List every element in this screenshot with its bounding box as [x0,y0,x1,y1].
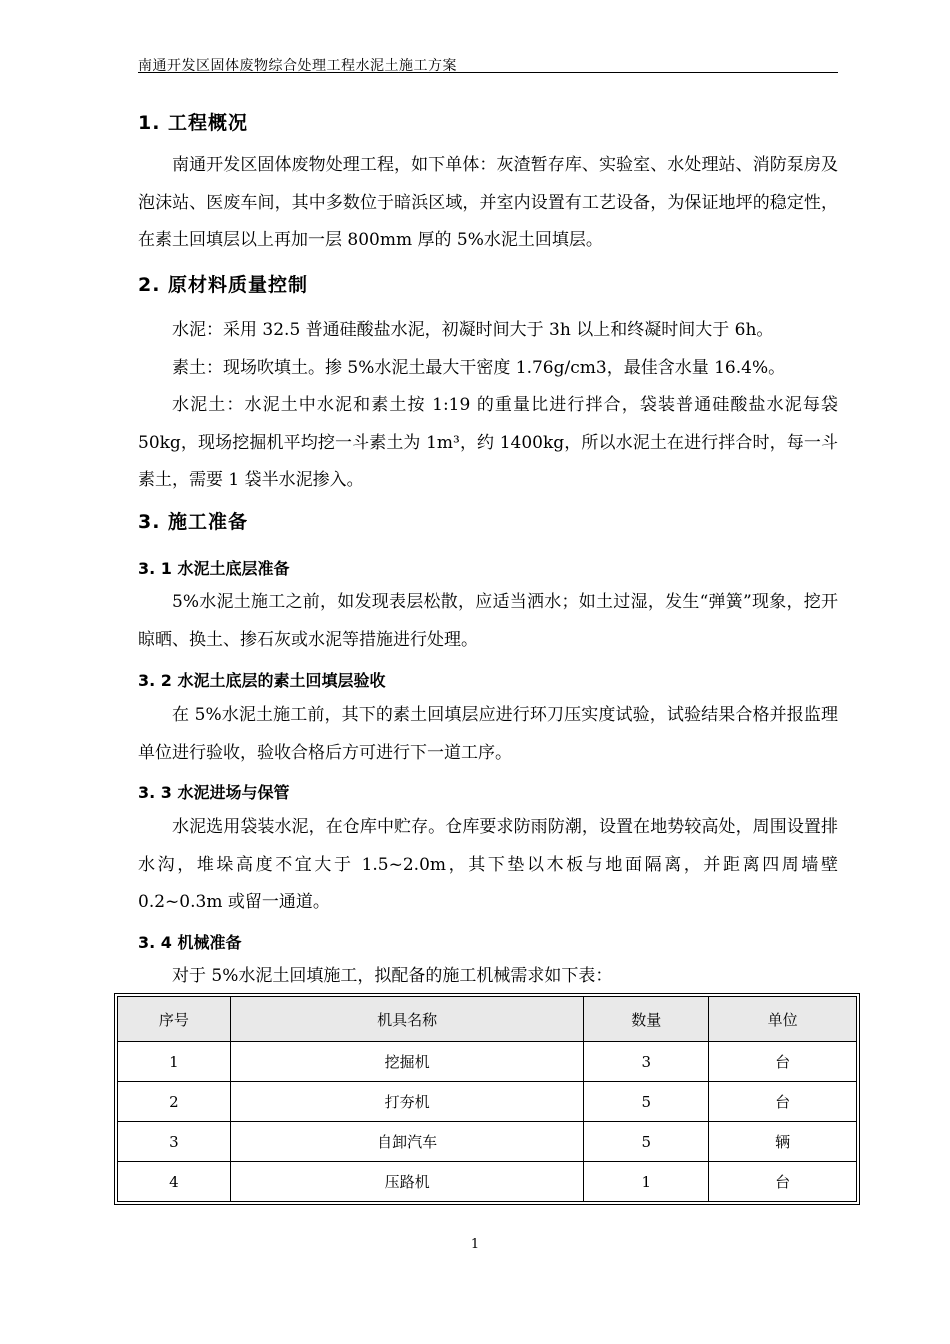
cell-name: 压路机 [230,1162,583,1202]
table-row [118,1042,857,1082]
section-1-body [138,147,838,260]
section-3-3-heading: 3. 3 水泥进场与保管 [138,783,290,802]
cell-unit: 台 [709,1082,857,1122]
section-3-heading: 3. 施工准备 [138,511,249,533]
page-number: 1 [470,1237,480,1252]
column-header-quantity: 数量 [584,997,709,1042]
table-row [118,1082,857,1122]
section-3-2-heading: 3. 2 水泥土底层的素土回填层验收 [138,671,386,690]
cell-name: 打夯机 [230,1082,583,1122]
column-header-name: 机具名称 [230,997,583,1042]
section-3-3-body [138,809,838,922]
cell-quantity: 3 [584,1042,709,1082]
cell-quantity: 5 [584,1082,709,1122]
cell-unit: 台 [709,1042,857,1082]
section-3-3-paragraph: 水泥选用袋装水泥，在仓库中贮存。仓库要求防雨防潮，设置在地势较高处，周围设置排水沟，堆垛高度不宜大于 1.5~2.0m，其下垫以木板与地面隔离，并距离四周墙壁 0.2~0.3m 或留一通道。 [138,817,838,912]
cell-unit: 辆 [709,1122,857,1162]
cement-paragraph: 水泥：采用 32.5 普通硅酸盐水泥，初凝时间大于 3h 以上和终凝时间大于 6h。 [172,320,774,340]
cell-index: 1 [118,1042,231,1082]
column-header-index: 序号 [118,997,231,1042]
equipment-table [117,996,857,1202]
cell-index: 4 [118,1162,231,1202]
section-3-1-body [138,584,838,659]
section-3-2-body [138,697,838,772]
section-3-4-heading: 3. 4 机械准备 [138,933,242,952]
section-1-paragraph: 南通开发区固体废物处理工程，如下单体：灰渣暂存库、实验室、水处理站、消防泵房及泡沫站、医废车间，其中多数位于暗浜区域，并室内设置有工艺设备，为保证地坪的稳定性，在素土回填层以上再加一层 800mm 厚的 5%水泥土回填层。 [138,155,838,250]
section-1-heading: 1. 工程概况 [138,112,249,134]
running-header: 南通开发区固体废物综合处理工程水泥土施工方案 [138,58,457,74]
section-3-4-body [138,958,838,996]
column-header-unit: 单位 [709,997,857,1042]
cell-quantity: 5 [584,1122,709,1162]
table-row [118,1122,857,1162]
section-3-1-paragraph: 5%水泥土施工之前，如发现表层松散，应适当洒水；如土过湿，发生“弹簧”现象，挖开晾晒、换土、掺石灰或水泥等措施进行处理。 [138,592,838,650]
section-2-body [138,312,838,500]
soil-paragraph: 素土：现场吹填土。掺 5%水泥土最大干密度 1.76g/cm3，最佳含水量 16.4%。 [172,357,786,378]
cell-name: 自卸汽车 [230,1122,583,1162]
cell-unit: 台 [709,1162,857,1202]
section-3-1-heading: 3. 1 水泥土底层准备 [138,559,290,578]
cell-quantity: 1 [584,1162,709,1202]
cell-name: 挖掘机 [230,1042,583,1082]
cell-index: 2 [118,1082,231,1122]
header-rule [138,72,838,73]
cell-index: 3 [118,1122,231,1162]
section-3-2-paragraph: 在 5%水泥土施工前，其下的素土回填层应进行环刀压实度试验，试验结果合格并报监理单位进行验收，验收合格后方可进行下一道工序。 [138,705,838,763]
cement-soil-paragraph: 水泥土：水泥土中水泥和素土按 1:19 的重量比进行拌合，袋装普通硅酸盐水泥每袋 50kg，现场挖掘机平均挖一斗素土为 1m³，约 1400kg，所以水泥土在进行拌合时，每一斗素土，需要 1 袋半水泥掺入。 [138,395,838,490]
section-2-heading: 2. 原材料质量控制 [138,274,309,296]
table-row [118,1162,857,1202]
section-3-4-paragraph: 对于 5%水泥土回填施工，拟配备的施工机械需求如下表： [172,966,613,986]
table-header-row [118,997,857,1042]
